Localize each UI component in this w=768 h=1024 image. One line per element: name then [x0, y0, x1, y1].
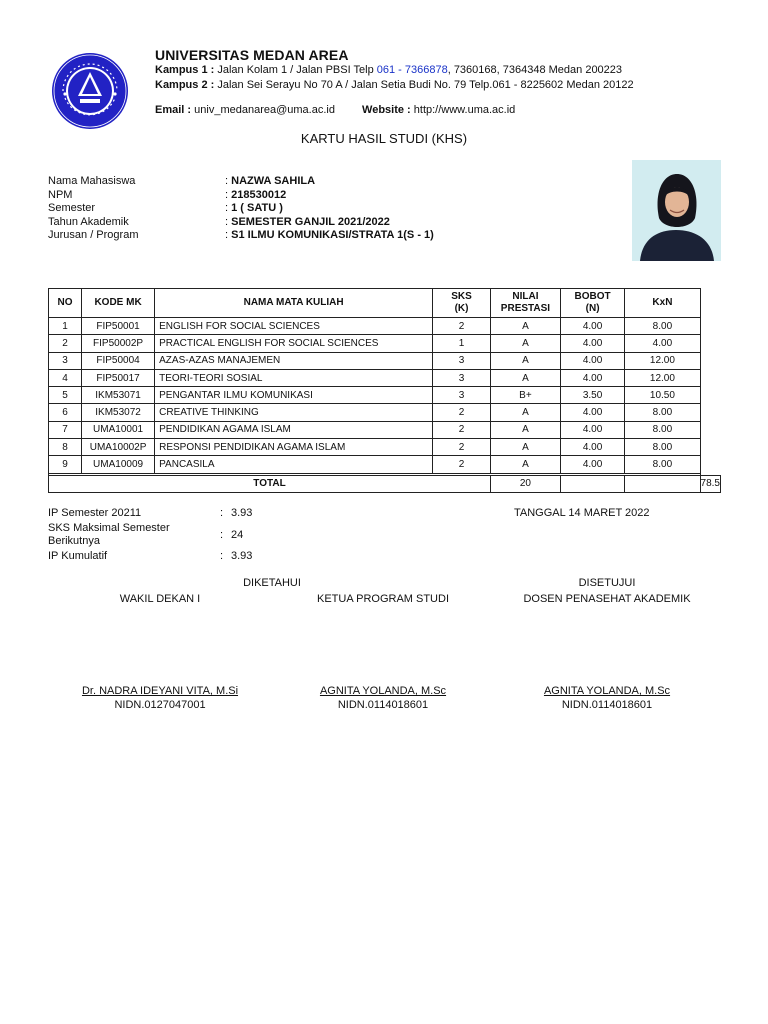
signatory-nidn-2: NIDN.0114018601	[337, 699, 429, 711]
email-value[interactable]: univ_medanarea@uma.ac.id	[194, 104, 335, 116]
student-academic-year: SEMESTER GANJIL 2021/2022	[231, 215, 390, 228]
role-ketua-prodi: KETUA PROGRAM STUDI	[316, 593, 450, 605]
signatory-name-1: Dr. NADRA IDEYANI VITA, M.Si	[81, 685, 239, 697]
university-logo	[51, 52, 129, 130]
info-label: NPM	[48, 188, 73, 201]
student-name: NAZWA SAHILA	[231, 175, 316, 187]
role-wakil-dekan: WAKIL DEKAN I	[119, 593, 201, 605]
student-npm: 218530012	[231, 188, 287, 201]
sks-max-value: 24	[231, 529, 244, 541]
table-header-row	[49, 289, 721, 318]
signatory-nidn-3: NIDN.0114018601	[561, 699, 653, 711]
info-label: Jurusan / Program	[48, 229, 139, 242]
ip-semester-value: 3.93	[231, 507, 253, 519]
website-value[interactable]: http://www.uma.ac.id	[413, 104, 516, 116]
col-header-kode: KODE MK	[82, 289, 155, 318]
ip-kumulatif-label: IP Kumulatif	[48, 550, 108, 562]
table-row: 1 FIP50001 ENGLISH FOR SOCIAL SCIENCES 2 A 4.00 8.00	[49, 318, 721, 335]
col-header-no: NO	[49, 289, 82, 318]
col-header-nilai: NILAI PRESTASI	[491, 289, 561, 318]
signatory-name-2: AGNITA YOLANDA, M.Sc	[319, 685, 447, 697]
col-header-bobot: BOBOT (N)	[560, 289, 624, 318]
table-row: 7 UMA10001 PENDIDIKAN AGAMA ISLAM 2 A 4.00 8.00	[49, 421, 721, 438]
signatory-nidn-1: NIDN.0127047001	[114, 699, 206, 711]
campus-2-text: Jalan Sei Serayu No 70 A / Jalan Setia Budi No. 79 Telp.061 - 8225602 Medan 20122	[217, 79, 634, 91]
campus-1-address	[155, 64, 622, 76]
sks-max-label: SKS Maksimal Semester Berikutnya	[48, 522, 170, 547]
document-title: KARTU HASIL STUDI (KHS)	[300, 131, 468, 146]
table-row: 8 UMA10002P RESPONSI PENDIDIKAN AGAMA ISLAM 2 A 4.00 8.00	[49, 439, 721, 456]
student-semester: 1 ( SATU )	[231, 202, 283, 215]
table-row: 3 FIP50004 AZAS-AZAS MANAJEMEN 3 A 4.00 12.00	[49, 352, 721, 369]
campus-1-phone-link[interactable]: 061 - 7366878	[376, 64, 448, 76]
grades-table	[48, 288, 721, 493]
col-header-kxn: KxN	[625, 289, 700, 318]
table-row: 6 IKM53072 CREATIVE THINKING 2 A 4.00 8.00	[49, 404, 721, 421]
ip-kumulatif-value: 3.93	[231, 550, 253, 562]
email-label: Email :	[155, 104, 192, 116]
campus-1-label: Kampus 1 :	[155, 64, 215, 76]
campus-1-text: Jalan Kolam 1 / Jalan PBSI Telp	[217, 64, 377, 76]
university-name: UNIVERSITAS MEDAN AREA	[155, 47, 349, 63]
campus-2-address	[155, 79, 634, 91]
student-photo	[632, 160, 721, 261]
student-program: S1 ILMU KOMUNIKASI/STRATA 1(S - 1)	[231, 229, 434, 242]
campus-2-label: Kampus 2 :	[155, 79, 215, 91]
table-row: 2 FIP50002P PRACTICAL ENGLISH FOR SOCIAL SCIENCES 1 A 4.00 4.00	[49, 335, 721, 352]
total-kxn: 78.5	[700, 475, 720, 492]
total-sks: 20	[491, 475, 561, 492]
diketahui-label: DIKETAHUI	[243, 577, 301, 589]
table-row: 9 UMA10009 PANCASILA 2 A 4.00 8.00	[49, 456, 721, 473]
disetujui-label: DISETUJUI	[578, 577, 636, 589]
table-row: 4 FIP50017 TEORI-TEORI SOSIAL 3 A 4.00 12.00	[49, 369, 721, 386]
campus-1-text-tail: , 7360168, 7364348 Medan 200223	[447, 64, 623, 76]
col-header-sks: SKS (K)	[433, 289, 491, 318]
ip-semester-label: IP Semester 20211	[48, 507, 142, 519]
info-label: Nama Mahasiswa	[48, 175, 136, 187]
col-header-nama: NAMA MATA KULIAH	[155, 289, 433, 318]
info-label: Tahun Akademik	[48, 215, 129, 228]
signatory-name-3: AGNITA YOLANDA, M.Sc	[543, 685, 671, 697]
date-text: TANGGAL 14 MARET 2022	[514, 507, 650, 519]
info-label: Semester	[48, 202, 96, 215]
website-label: Website :	[362, 104, 411, 116]
table-total-row	[49, 475, 721, 492]
contact-line	[155, 104, 515, 116]
role-dosen-pa: DOSEN PENASEHAT AKADEMIK	[523, 593, 691, 605]
table-row: 5 IKM53071 PENGANTAR ILMU KOMUNIKASI 3 B+ 3.50 10.50	[49, 387, 721, 404]
total-label: TOTAL	[49, 475, 491, 492]
